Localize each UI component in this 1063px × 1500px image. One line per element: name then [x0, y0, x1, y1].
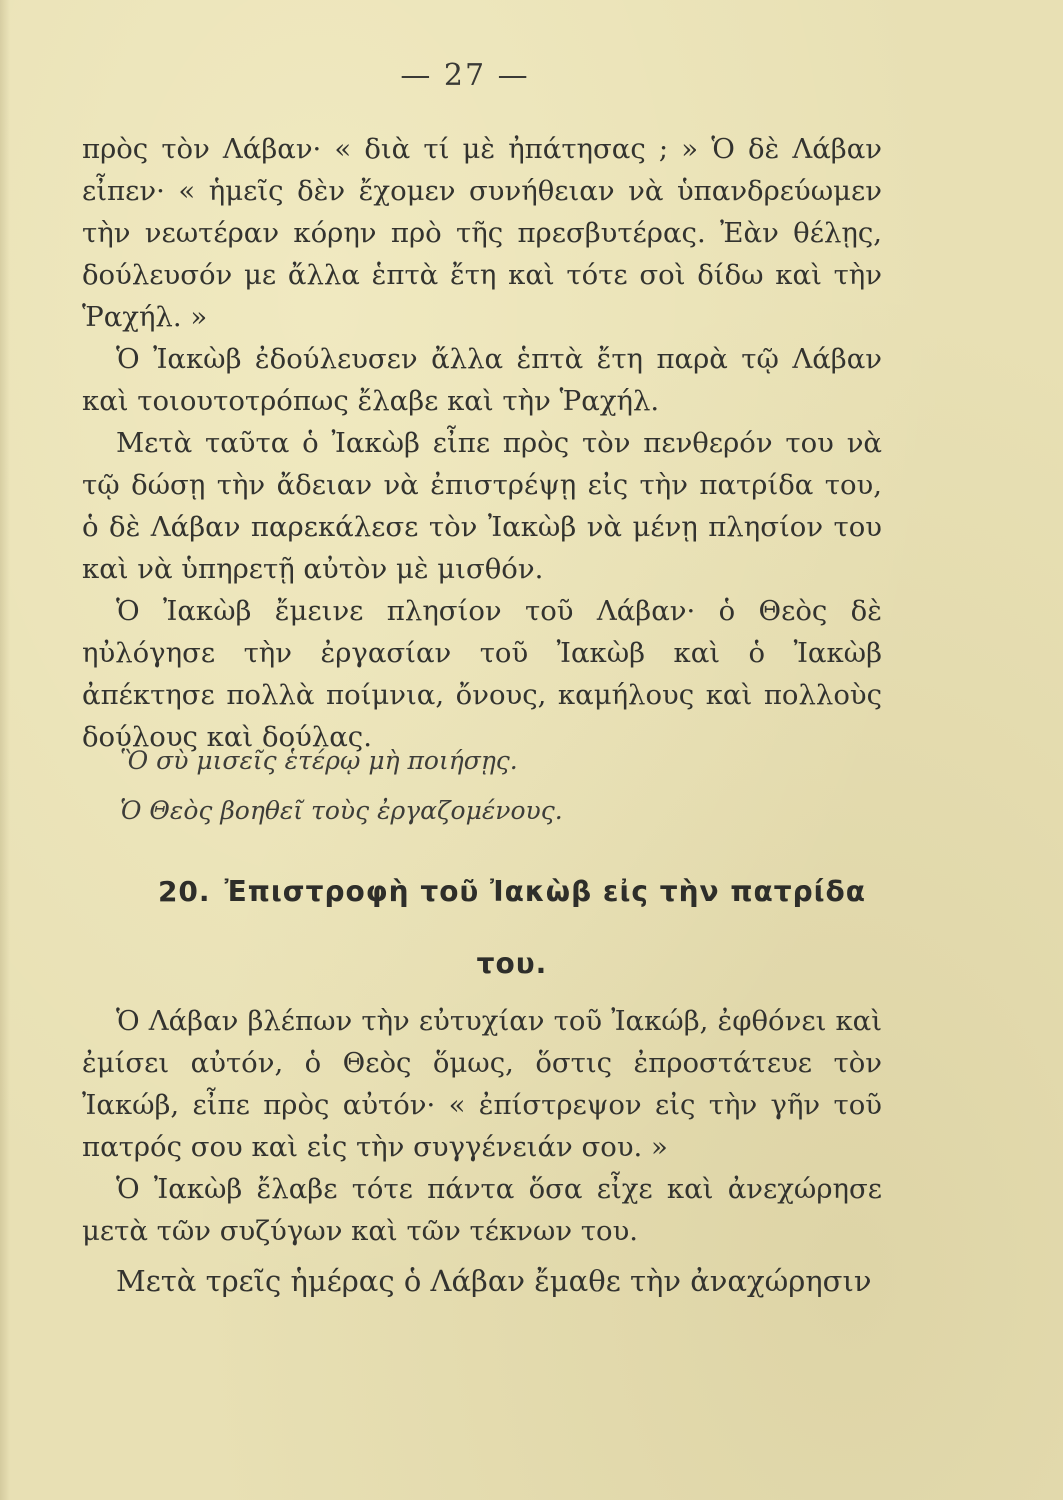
- paragraph: Ὁ Ἰακὼβ ἔμεινε πλησίον τοῦ Λάβαν· ὁ Θεὸς δὲ ηὐλόγησε τὴν ἐργασίαν τοῦ Ἰακὼβ καὶ ὁ Ἰακὼβ ἀπέκτησε πολλὰ ποίμνια, ὄνους, καμήλους καὶ πολλοὺς δούλους καὶ δούλας.: [82, 595, 882, 753]
- paragraph: Ὁ Λάβαν βλέπων τὴν εὐτυχίαν τοῦ Ἰακώβ, ἐφθόνει καὶ ἐμίσει αὐτόν, ὁ Θεὸς ὅμως, ὅστις ἐπροστάτευε τὸν Ἰακώβ, εἶπε πρὸς αὐτόν· « ἐπίστρεψον εἰς τὴν γῆν τοῦ πατρός σου καὶ εἰς τὴν συγγένειάν σου. »: [82, 1005, 882, 1163]
- section-number: 20.: [157, 875, 211, 908]
- proverb: Ὃ σὺ μισεῖς ἑτέρῳ μὴ ποιήσῃς.: [120, 746, 518, 775]
- proverbs: [120, 736, 820, 836]
- text-block-top: [82, 128, 882, 758]
- proverb: Ὁ Θεὸς βοηθεῖ τοὺς ἐργαζομένους.: [120, 796, 563, 825]
- text-block-bottom: [82, 1000, 882, 1302]
- paragraph: Μετὰ τρεῖς ἡμέρας ὁ Λάβαν ἔμαθε τὴν ἀναχώρησιν: [116, 1264, 872, 1298]
- page-number: — 27 —: [400, 58, 530, 93]
- section-title: Ἐπιστροφὴ τοῦ Ἰακὼβ εἰς τὴν πατρίδα του.: [224, 875, 867, 980]
- page-edge-shadow: [0, 0, 10, 1500]
- paragraph: πρὸς τὸν Λάβαν· « διὰ τί μὲ ἠπάτησας ; » Ὁ δὲ Λάβαν εἶπεν· « ἡμεῖς δὲν ἔχομεν συνήθειαν νὰ ὑπανδρεύωμεν τὴν νεωτέραν κόρην πρὸ τῆς πρεσβυτέρας. Ἐὰν θέλῃς, δούλευσόν με ἄλλα ἑπτὰ ἔτη καὶ τότε σοὶ δίδω καὶ τὴν Ῥαχήλ. »: [82, 133, 882, 333]
- section-heading: [152, 856, 872, 1000]
- paragraph: Ὁ Ἰακὼβ ἔλαβε τότε πάντα ὅσα εἶχε καὶ ἀνεχώρησε μετὰ τῶν συζύγων καὶ τῶν τέκνων του.: [82, 1173, 882, 1247]
- paragraph: Μετὰ ταῦτα ὁ Ἰακὼβ εἶπε πρὸς τὸν πενθερόν του νὰ τῷ δώσῃ τὴν ἄδειαν νὰ ἐπιστρέψῃ εἰς τὴν πατρίδα του, ὁ δὲ Λάβαν παρεκάλεσε τὸν Ἰακὼβ νὰ μένῃ πλησίον του καὶ νὰ ὑπηρετῇ αὐτὸν μὲ μισθόν.: [82, 427, 882, 585]
- paragraph: Ὁ Ἰακὼβ ἐδούλευσεν ἄλλα ἑπτὰ ἔτη παρὰ τῷ Λάβαν καὶ τοιουτοτρόπως ἔλαβε καὶ τὴν Ῥαχήλ.: [82, 343, 882, 417]
